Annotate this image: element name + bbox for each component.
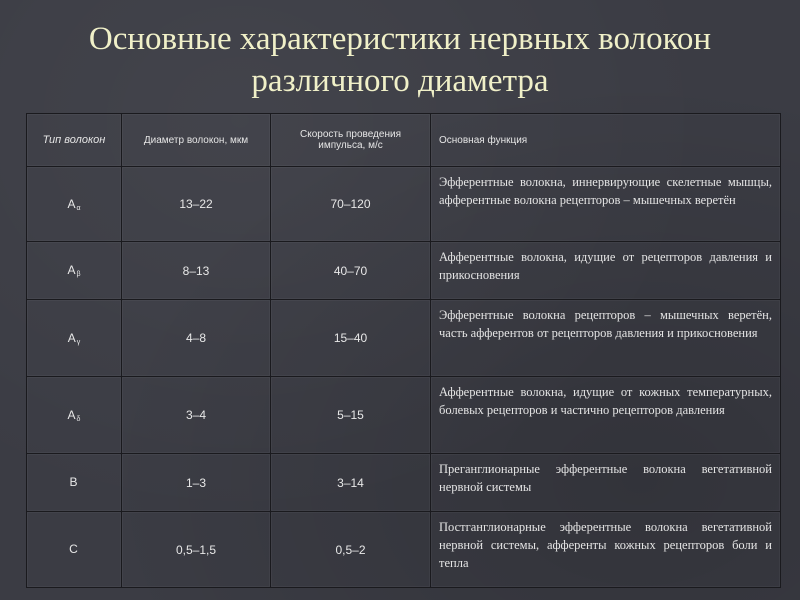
table-header-row	[27, 114, 781, 167]
cell-function: Афферентные волокна, идущие от рецепторов давления и прикосновения	[431, 242, 781, 300]
fiber-characteristics-table	[26, 113, 781, 588]
slide-title-line-1: Основные характеристики нервных волокон	[88, 21, 712, 57]
cell-diameter: 3–4	[122, 377, 271, 454]
cell-function: Эфферентные волокна, иннервирующие скелетные мышцы, афферентные волокна рецепторов – мышечных веретён	[431, 167, 781, 242]
table-row	[27, 512, 781, 588]
cell-diameter: 4–8	[122, 300, 271, 377]
cell-diameter: 1–3	[122, 454, 271, 512]
cell-fiber-type: $A_\gamma$	[27, 300, 122, 377]
header-diameter: Диаметр волокон, мкм	[122, 114, 271, 167]
slide-title	[0, 18, 800, 102]
table-row	[27, 300, 781, 377]
cell-speed: 40–70	[271, 242, 431, 300]
table-row	[27, 167, 781, 242]
cell-function: Эфферентные волокна рецепторов – мышечных веретён, часть афферентов от рецепторов давления и прикосновения	[431, 300, 781, 377]
slide-title-line-2: различного диаметра	[251, 63, 549, 99]
cell-diameter: 0,5–1,5	[122, 512, 271, 588]
cell-speed: 3–14	[271, 454, 431, 512]
cell-fiber-type: $A_\delta$	[27, 377, 122, 454]
cell-speed: 70–120	[271, 167, 431, 242]
header-fiber-type: Тип волокон	[27, 114, 122, 167]
cell-function: Преганглионарные эфферентные волокна вегетативной нервной системы	[431, 454, 781, 512]
cell-fiber-type: $A_\alpha$	[27, 167, 122, 242]
cell-diameter: 13–22	[122, 167, 271, 242]
cell-function: Афферентные волокна, идущие от кожных температурных, болевых рецепторов и частично рецепторов давления	[431, 377, 781, 454]
cell-speed: 5–15	[271, 377, 431, 454]
header-speed: Скорость проведения импульса, м/с	[271, 114, 431, 167]
table-row	[27, 377, 781, 454]
table-row	[27, 242, 781, 300]
cell-fiber-type: B	[27, 454, 122, 512]
table-row	[27, 454, 781, 512]
header-function: Основная функция	[431, 114, 781, 167]
cell-speed: 15–40	[271, 300, 431, 377]
cell-speed: 0,5–2	[271, 512, 431, 588]
cell-diameter: 8–13	[122, 242, 271, 300]
cell-function: Постганглионарные эфферентные волокна вегетативной нервной системы, афференты кожных рецепторов боли и тепла	[431, 512, 781, 588]
cell-fiber-type: C	[27, 512, 122, 588]
cell-fiber-type: $A_\beta$	[27, 242, 122, 300]
